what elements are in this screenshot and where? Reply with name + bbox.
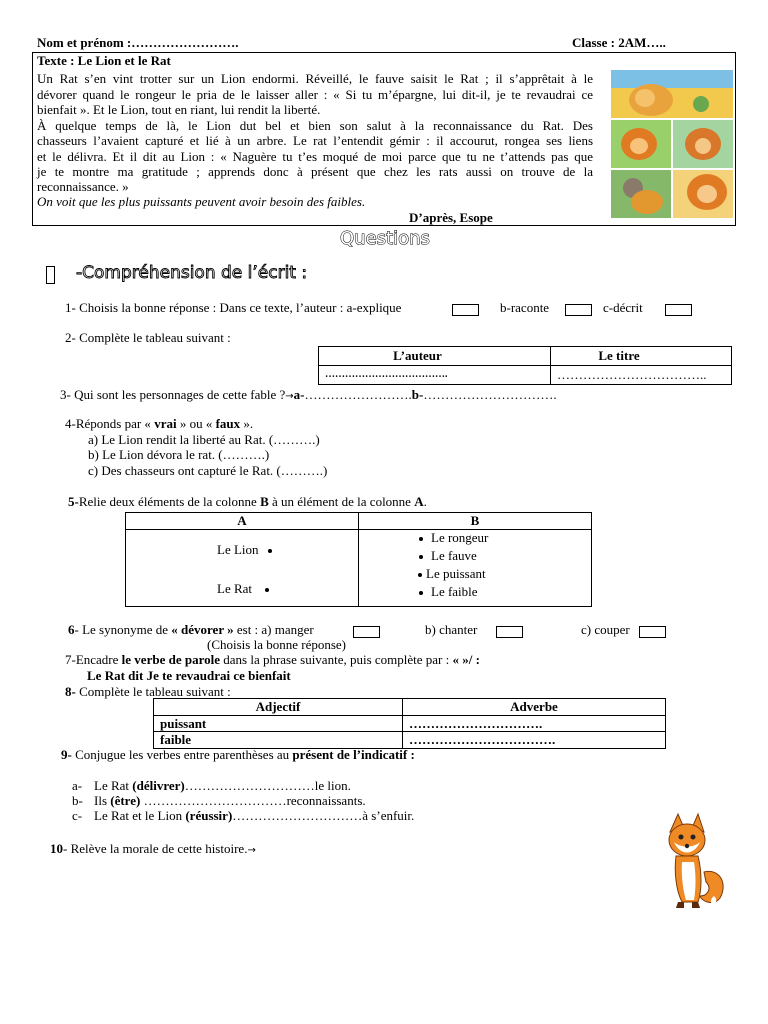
- q9-prompt: Conjugue les verbes entre parenthèses au: [71, 747, 293, 762]
- text-title: Texte : Le Lion et le Rat: [37, 53, 171, 68]
- q5-col-a-item[interactable]: [217, 542, 280, 558]
- q5-col-b-cell: [359, 529, 592, 606]
- q5-col-b-item[interactable]: [419, 548, 477, 564]
- q9-blank[interactable]: …………………………le lion.: [184, 778, 351, 793]
- source-credit: D’après, Esope: [409, 210, 493, 225]
- lion-and-rat-illustration: [611, 70, 733, 218]
- q5-col-b-label: Le fauve: [431, 547, 477, 563]
- q5-col-a-item[interactable]: [217, 581, 277, 597]
- q8-table: [153, 698, 666, 749]
- q9-item-text: Le Rat et le Lion: [94, 808, 186, 823]
- q9-item-text: Ils: [94, 793, 111, 808]
- name-field-label: Nom et prénom :…………………….: [37, 35, 239, 50]
- q9-item: [72, 808, 414, 824]
- q4-item: c) Des chasseurs ont capturé le Rat. (……….): [88, 463, 328, 478]
- q5-col-a-cell: [126, 529, 359, 606]
- q6-checkbox-c[interactable]: [639, 626, 666, 638]
- q2-header-author: L’auteur: [319, 347, 551, 366]
- moral-text: On voit que les plus puissants peuvent avoir besoin des faibles.: [37, 194, 366, 209]
- q9-blank[interactable]: ……………………………reconnaissants.: [140, 793, 366, 808]
- q3-b-label: b-: [411, 387, 424, 402]
- q1-option-c: c-décrit: [603, 300, 643, 315]
- q1-text: 1- Choisis la bonne réponse : Dans ce texte, l’auteur : a-explique: [65, 300, 402, 315]
- q9-number: 9-: [61, 747, 72, 762]
- q4-false-word: faux: [215, 416, 241, 431]
- q7-bold: le verbe de parole: [121, 652, 220, 667]
- q5-col-b-ref: B: [260, 494, 269, 509]
- q4-intro: [65, 416, 253, 432]
- q5-text: à un élément de la colonne: [268, 494, 415, 509]
- q5-col-b-item[interactable]: [418, 566, 486, 582]
- class-field-label: Classe : 2AM…..: [572, 35, 666, 50]
- q5-instruction: [68, 494, 427, 510]
- q6-hint: (Choisis la bonne réponse): [207, 637, 347, 652]
- q7-prompt: dans la phrase suivante, puis complète par :: [220, 652, 453, 667]
- q9-item: [72, 793, 366, 809]
- q6-option-c: c) couper: [581, 622, 630, 637]
- q5-col-b-item[interactable]: [419, 530, 488, 546]
- bullet-icon: [265, 588, 269, 592]
- paragraph-line: À quelque temps de là, le Lion dut bel et bien son salut à la reconnaissance du Rat. Des: [37, 118, 593, 133]
- q9-blank[interactable]: …………………………à s’enfuir.: [232, 808, 415, 823]
- fox-icon: [656, 812, 728, 910]
- q2-author-blank[interactable]: ……………………………….: [319, 366, 551, 385]
- q8-header-adverb: Adverbe: [403, 699, 666, 716]
- q5-col-a-label: Le Rat: [217, 580, 253, 596]
- q9-text: [61, 747, 415, 763]
- q4-true-word: vrai: [154, 416, 177, 431]
- q4-intro-text: 4-Réponds par «: [65, 416, 155, 431]
- q8-adverb-blank[interactable]: ………………………….: [403, 715, 666, 732]
- q4-item: b) Le Lion dévora le rat. (……….): [88, 447, 270, 462]
- q5-text: .: [423, 494, 427, 509]
- q5-matching-table: [125, 512, 592, 607]
- q9-item: [72, 778, 351, 794]
- q5-col-b-item[interactable]: [419, 584, 478, 600]
- q3-a-label: a-: [293, 387, 305, 402]
- q9-verb: (délivrer): [132, 778, 185, 793]
- q4-item: a) Le Lion rendit la liberté au Rat. (……….): [88, 432, 320, 447]
- q6-word: « dévorer »: [171, 622, 234, 637]
- q3-a-blank[interactable]: …………………….: [304, 387, 412, 402]
- paragraph-line: chasseurs l’avaient capturé et lié à un arbre. Le rat l’entendit gémir : il accourut, rongea ses liens: [37, 133, 593, 148]
- q9-item-label: b-: [72, 793, 83, 808]
- q5-header-a: A: [126, 513, 359, 530]
- q5-col-b-label: Le rongeur: [431, 529, 489, 545]
- q8-prompt: Complète le tableau suivant :: [75, 684, 231, 699]
- q2-title-blank[interactable]: ……………………………..: [551, 366, 732, 385]
- paragraph-line: Un Rat s’en vint trotter sur un Lion endormi. Réveillé, le fauve saisit le Rat ; il s’apprêtait à le: [37, 71, 593, 86]
- q6-prompt: - Le synonyme de: [74, 622, 172, 637]
- q9-item-text: Le Rat: [94, 778, 133, 793]
- q8-adjective: faible: [154, 732, 403, 749]
- bullet-icon: [268, 549, 272, 553]
- q9-verb: (réussir): [185, 808, 233, 823]
- q6-option-a: est : a) manger: [233, 622, 314, 637]
- questions-heading: Questions: [340, 228, 430, 249]
- q10-number: 10: [50, 841, 63, 856]
- comprehension-heading: -Compréhension de l’écrit :: [76, 263, 308, 283]
- q4-intro-text: ».: [240, 416, 254, 431]
- q10-prompt: - Relève la morale de cette histoire.: [63, 841, 248, 856]
- q7-text: [65, 652, 480, 668]
- q6-number: 6: [68, 622, 75, 637]
- q10-text: [50, 841, 256, 857]
- q3-b-blank[interactable]: ………………………….: [423, 387, 557, 402]
- q9-bold: présent de l’indicatif :: [292, 747, 415, 762]
- q5-number: 5-: [68, 494, 79, 509]
- q7-sentence[interactable]: Le Rat dit Je te revaudrai ce bienfait: [87, 668, 291, 683]
- paragraph-line: et le délivra. Et il dit au Lion : « Naguère tu t’es moqué de moi parce que tu ne t’attends pas que: [37, 149, 593, 164]
- q5-col-a-ref: A: [414, 494, 424, 509]
- q5-col-a-label: Le Lion: [217, 541, 259, 557]
- paragraph-line: je te montre ma gratitude ; apprends donc à présent que chez les rats aussi on trouve de la: [37, 164, 593, 179]
- q5-text: Relie deux éléments de la colonne: [78, 494, 261, 509]
- paragraph-line: dévorer quand le rongeur le pria de le laisser aller : « Si tu m’épargne, lui dit-il, je te revaudrai ce: [37, 87, 593, 102]
- q4-intro-text: » ou «: [176, 416, 216, 431]
- q6-text: [68, 622, 314, 638]
- q1-checkbox-a[interactable]: [452, 304, 479, 316]
- bullet-icon: [419, 591, 423, 595]
- bullet-icon: [418, 573, 422, 577]
- q2-header-title: Le titre: [551, 347, 732, 366]
- q1-checkbox-b[interactable]: [565, 304, 592, 316]
- arrow-icon: →: [285, 391, 294, 402]
- q5-col-b-label: Le faible: [431, 583, 478, 599]
- q6-checkbox-a[interactable]: [353, 626, 380, 638]
- q2-text: 2- Complète le tableau suivant :: [65, 330, 231, 345]
- q6-option-b: b) chanter: [425, 622, 478, 637]
- q5-col-b-label: Le puissant: [426, 565, 486, 581]
- q8-adjective: puissant: [154, 715, 403, 732]
- q9-item-label: c-: [72, 808, 83, 823]
- q1-checkbox-c[interactable]: [665, 304, 692, 316]
- q3-prompt: 3- Qui sont les personnages de cette fable ?: [60, 387, 286, 402]
- q2-table: [318, 346, 732, 385]
- q6-checkbox-b[interactable]: [496, 626, 523, 638]
- q9-verb: (être): [110, 793, 141, 808]
- q8-number: 8-: [65, 684, 76, 699]
- section-bullet-icon: [46, 266, 55, 284]
- q8-adverb-blank[interactable]: …………………………….: [403, 732, 666, 749]
- q9-item-label: a-: [72, 778, 83, 793]
- q8-header-adjective: Adjectif: [154, 699, 403, 716]
- bullet-icon: [419, 537, 423, 541]
- paragraph-line: bienfait ». Et le Lion, tout en riant, lui rendit la liberté.: [37, 102, 321, 117]
- q7-punctuation: « »/ :: [452, 652, 480, 667]
- q7-prompt: 7-Encadre: [65, 652, 122, 667]
- q3-line: [60, 387, 557, 403]
- q5-header-b: B: [359, 513, 592, 530]
- q1-option-b: b-raconte: [500, 300, 550, 315]
- paragraph-line: reconnaissance. »: [37, 179, 129, 194]
- arrow-icon: →: [247, 845, 256, 856]
- bullet-icon: [419, 555, 423, 559]
